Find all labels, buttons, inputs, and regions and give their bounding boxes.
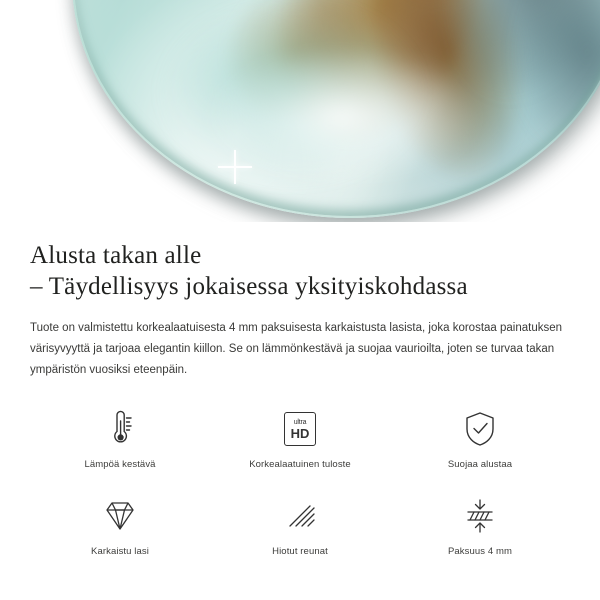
glass-edge xyxy=(72,0,600,218)
feature-label: Hiotut reunat xyxy=(272,546,328,557)
ultra-hd-badge-bottom: HD xyxy=(290,425,310,441)
page-title xyxy=(30,222,570,302)
headline-line-1: Alusta takan alle xyxy=(30,242,202,269)
feature-label: Lämpöä kestävä xyxy=(84,459,156,470)
content-block xyxy=(0,222,600,557)
feature-label: Suojaa alustaa xyxy=(447,459,513,470)
polished-edges-icon xyxy=(280,494,320,538)
body-paragraph: Tuote on valmistettu korkealaatuisesta 4 mm paksuisesta karkaistusta lasista, joka korostaa painatuksen värisyvyyttä ja tarjoaa elegantin kiillon. Se on lämmönkestävä ja suojaa vaurioilta, joten se turvaa takan ympäristön vuosiksi eteenpäin. xyxy=(30,322,563,376)
feature-label: Paksuus 4 mm xyxy=(447,546,513,557)
headline-line-2: – Täydellisyys jokaisessa yksityiskohdassa xyxy=(30,273,468,300)
feature-item xyxy=(210,407,390,470)
diamond-icon xyxy=(100,494,140,538)
feature-item xyxy=(30,494,210,557)
feature-label: Korkealaatuinen tuloste xyxy=(249,459,351,470)
feature-item xyxy=(390,407,570,470)
feature-label: Karkaistu lasi xyxy=(91,546,149,557)
feature-item xyxy=(30,407,210,470)
feature-item xyxy=(390,494,570,557)
ultra-hd-badge-top: ultra xyxy=(293,418,307,426)
shield-check-icon xyxy=(461,407,499,451)
thickness-arrows-icon xyxy=(460,494,500,538)
round-marble-glass-panel xyxy=(72,0,600,218)
ultra-hd-icon xyxy=(284,407,316,451)
thermometer-icon xyxy=(102,407,138,451)
hero-image xyxy=(0,0,600,222)
feature-grid xyxy=(30,407,570,557)
feature-item xyxy=(210,494,390,557)
